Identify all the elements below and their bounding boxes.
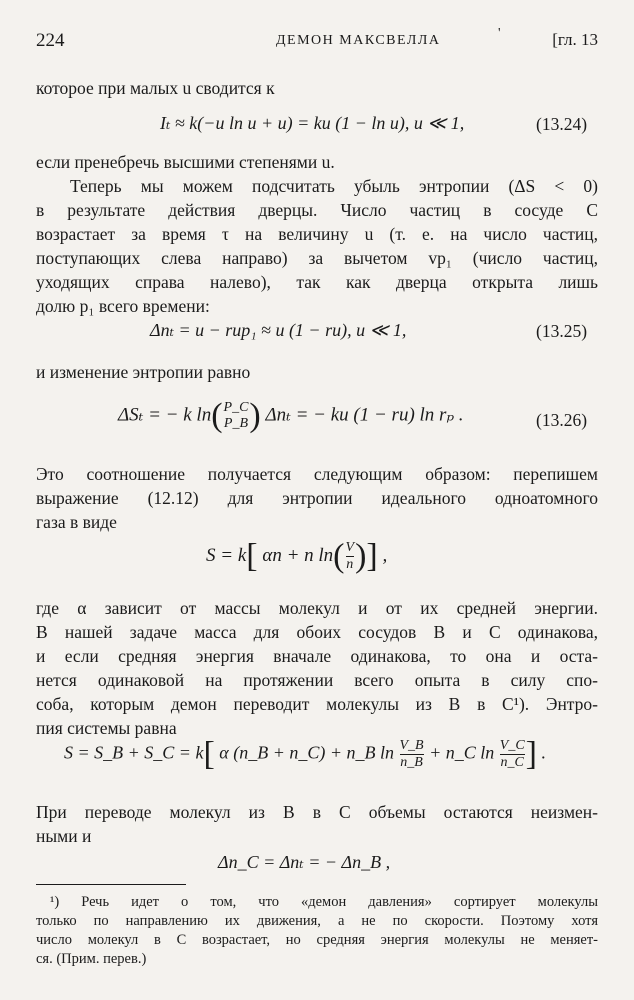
page-number: 224 <box>36 30 65 51</box>
text-line: если пренебречь высшими степенями u. <box>36 152 335 172</box>
paren-right: ) <box>249 397 261 434</box>
text-line: нется одинаковой на протяжении всего опыта в силу спо- <box>36 670 598 690</box>
running-title: ДЕМОН МАКСВЕЛЛА <box>276 33 441 48</box>
ratio-bottom: P_B <box>223 416 249 431</box>
paren-right: ) <box>355 537 367 575</box>
frac-bottom: n_B <box>400 755 423 770</box>
footnote-line: ся. (Прим. перев.) <box>36 951 147 967</box>
text-line: где α зависит от массы молекул и от их средней энергии. <box>36 598 598 618</box>
text-line: уходящих справа налево), так как дверца открыта лишь <box>36 272 598 292</box>
text-line: поступающих слева направо) за вычетом vp₁ (число частиц, <box>36 248 598 268</box>
footnote-line: число молекул в C возрастает, но средняя энергия молекулы не меняет- <box>36 932 598 948</box>
text-line: ными и <box>36 826 92 846</box>
entropy-formula: S = k[ αn + n ln( $\frac{V}{n}$ )] , <box>206 537 388 575</box>
bracket-right: ] <box>525 735 537 773</box>
equation-13-26 <box>118 397 464 434</box>
text-line: выражение (12.12) для энтропии идеального одноатомного <box>36 488 598 508</box>
paren-left: ( <box>211 397 223 434</box>
equation-number: (13.25) <box>536 321 588 341</box>
text-line: соба, которым демон переводит молекулы из B в C¹). Энтро- <box>36 694 598 714</box>
volume-fraction-c <box>500 738 525 771</box>
text-line: и изменение энтропии равно <box>36 362 251 382</box>
eq-part: S = k <box>206 544 247 566</box>
ratio-top: P_C <box>223 400 249 415</box>
frac-top: V_C <box>499 738 525 753</box>
chapter-label: [гл. 13 <box>552 30 598 49</box>
pressure-ratio <box>224 400 249 432</box>
equation-number: (13.24) <box>536 114 588 134</box>
system-entropy-formula: S = S_B + S_C = k[ α (n_B + n_C) + n_B ln $\frac{V\_B}{n\_B}$ + n_C ln $\frac{V\_C}{n\_C}$ ] . <box>64 735 546 773</box>
equation-13-25: Δnₜ = u − rup₁ ≈ u (1 − ru), u ≪ 1, <box>150 320 407 340</box>
bracket-left: [ <box>203 735 215 773</box>
volume-fraction-b <box>400 738 424 771</box>
footnote-line: только по направлению их движения, а не по скорости. Поэтому хотя <box>36 913 598 929</box>
volume-fraction <box>346 540 355 573</box>
page-header <box>36 26 598 56</box>
bracket-left: [ <box>246 537 258 575</box>
text-line: которое при малых u сводится к <box>36 78 275 98</box>
eq-part: + n_C ln <box>429 742 495 763</box>
footnote-divider <box>36 884 186 885</box>
eq-part: α (n_B + n_C) + n_B ln <box>219 742 394 763</box>
header-mark: ' <box>498 26 501 41</box>
text-line: и если средняя энергия вначале одинакова, то она и оста- <box>36 646 598 666</box>
text-line: возрастает за время τ на величину u (т. е. на число частиц, <box>36 224 598 244</box>
paren-left: ( <box>333 537 345 575</box>
footnote-line: ¹) Речь идет о том, что «демон давления» сортирует молекулы <box>50 894 598 910</box>
equation-number: (13.26) <box>536 410 588 430</box>
equation-delta-n: Δn_C = Δnₜ = − Δn_B , <box>218 852 391 872</box>
text-line: Это соотношение получается следующим образом: перепишем <box>36 464 598 484</box>
text-line: пия системы равна <box>36 718 177 738</box>
eq-part: Δnₜ = − ku (1 − ru) ln rₚ . <box>265 404 464 426</box>
text-line: долю p₁ всего времени: <box>36 296 210 316</box>
text-line: в результате действия дверцы. Число частиц в сосуде C <box>36 200 598 220</box>
frac-top: V_B <box>399 738 424 753</box>
text-line: Теперь мы можем подсчитать убыль энтропии (ΔS < 0) <box>70 176 598 196</box>
equation-13-24: Iₜ ≈ k(−u ln u + u) = ku (1 − ln u), u ≪ 1, <box>160 113 465 133</box>
frac-top: V <box>345 540 355 555</box>
frac-bottom: n <box>346 557 354 572</box>
eq-part: αn + n ln <box>262 544 334 566</box>
text-line: При переводе молекул из B в C объемы остаются неизмен- <box>36 802 598 822</box>
text-line: газа в виде <box>36 512 117 532</box>
eq-part: S = S_B + S_C = k <box>64 742 204 763</box>
frac-bottom: n_C <box>500 755 524 770</box>
text-line: В нашей задаче масса для обоих сосудов B и C одинакова, <box>36 622 598 642</box>
eq-part: ΔSₜ = − k ln <box>118 404 212 426</box>
bracket-right: ] <box>366 537 378 575</box>
